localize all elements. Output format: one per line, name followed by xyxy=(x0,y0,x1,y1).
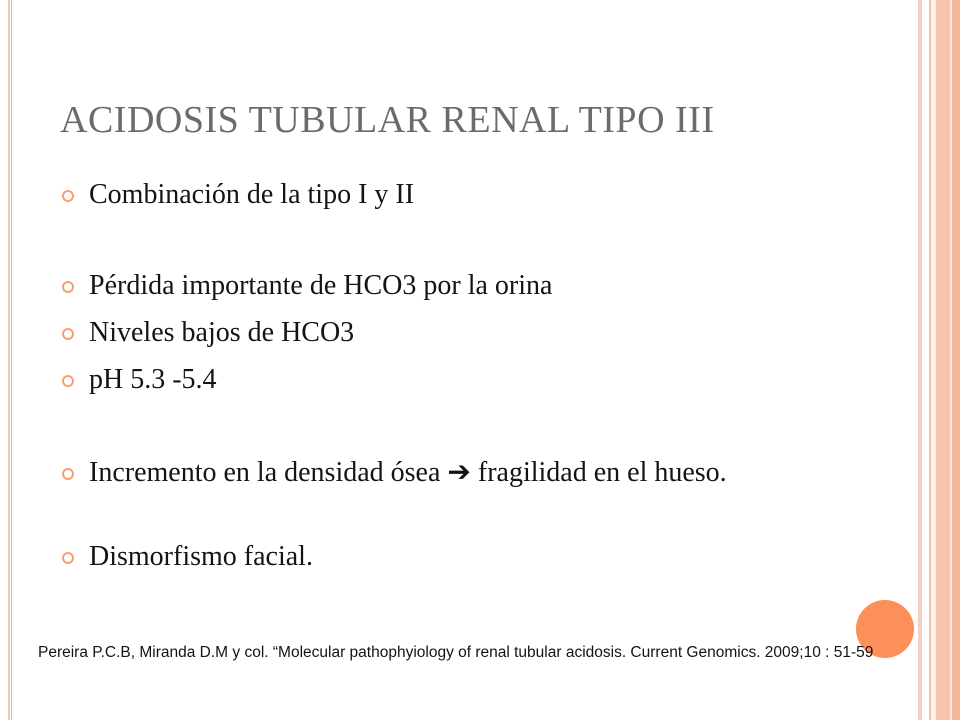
bullet-text: pH 5.3 -5.4 xyxy=(89,364,217,395)
bullet-item xyxy=(62,268,822,303)
ring-bullet-icon xyxy=(62,552,74,564)
bullet-text: Combinación de la tipo I y II xyxy=(89,179,415,210)
ring-bullet-icon xyxy=(62,281,74,293)
ring-bullet-icon xyxy=(62,328,74,340)
ring-bullet-icon xyxy=(62,468,74,480)
right-decorative-stripes xyxy=(918,0,960,720)
bullet-item xyxy=(62,455,822,490)
bullet-item xyxy=(62,315,822,350)
bullet-item xyxy=(62,177,822,212)
bullet-text: Pérdida importante de HCO3 por la orina xyxy=(89,270,553,301)
bullet-text: Niveles bajos de HCO3 xyxy=(89,317,355,348)
reference-citation: Pereira P.C.B, Miranda D.M y col. “Molecular pathophyiology of renal tubular acidosis. Current Genomics. 2009;10 : 51-59 xyxy=(38,644,874,661)
bullet-item xyxy=(62,539,822,574)
slide-title: ACIDOSIS TUBULAR RENAL TIPO III xyxy=(60,99,715,141)
bullet-text: Incremento en la densidad ósea ➔ fragilidad en el hueso. xyxy=(89,457,727,488)
ring-bullet-icon xyxy=(62,190,74,202)
ring-bullet-icon xyxy=(62,375,74,387)
bullet-text: Dismorfismo facial. xyxy=(89,541,313,572)
bullet-item xyxy=(62,362,822,397)
